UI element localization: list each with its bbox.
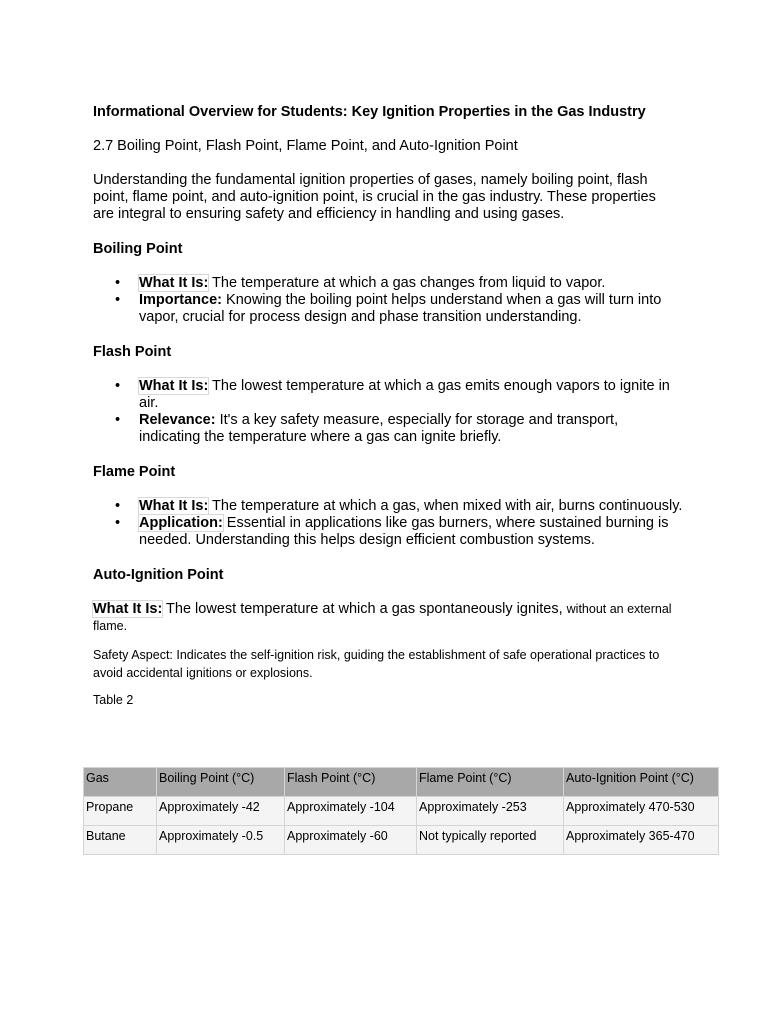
list-item xyxy=(139,275,683,292)
table-cell: Propane xyxy=(84,797,157,826)
list-item xyxy=(139,515,683,549)
table-cell: Approximately -0.5 xyxy=(157,826,285,855)
properties-table xyxy=(83,767,719,855)
bullet-text: It's a key safety measure, especially for storage and transport, indicating the temperature where a gas can ignite briefly. xyxy=(139,412,619,445)
list-item xyxy=(139,412,683,446)
definition-text-small: without an external flame. xyxy=(93,602,672,633)
bullet-label: What It Is: xyxy=(139,275,209,291)
bullet-label: What It Is: xyxy=(139,498,209,514)
table-cell: Approximately 365-470 xyxy=(564,826,719,855)
safety-aspect-paragraph: Safety Aspect: Indicates the self-ignition risk, guiding the establishment of safe operational practices to avoid accidental ignitions or explosions. xyxy=(93,648,660,680)
boiling-point-heading: Boiling Point xyxy=(93,241,183,257)
table-cell: Approximately -253 xyxy=(417,797,564,826)
auto-ignition-heading: Auto-Ignition Point xyxy=(93,567,224,583)
auto-ignition-definition xyxy=(93,601,683,635)
list-item xyxy=(139,498,683,515)
table-row xyxy=(84,797,719,826)
bullet-text: Essential in applications like gas burners, where sustained burning is needed. Understanding this helps design efficient combustion systems. xyxy=(139,515,669,548)
table-cell: Approximately -104 xyxy=(285,797,417,826)
flame-point-list xyxy=(93,498,683,549)
flash-point-heading: Flash Point xyxy=(93,344,172,360)
table-cell: Not typically reported xyxy=(417,826,564,855)
table-cell: Approximately 470-530 xyxy=(564,797,719,826)
bullet-text: The lowest temperature at which a gas emits enough vapors to ignite in air. xyxy=(139,378,670,411)
table-cell: Approximately -60 xyxy=(285,826,417,855)
bullet-label: What It Is: xyxy=(93,601,163,617)
table-cell: Approximately -42 xyxy=(157,797,285,826)
section-heading: 2.7 Boiling Point, Flash Point, Flame Point, and Auto-Ignition Point xyxy=(93,138,518,154)
table-header-row xyxy=(84,768,719,797)
intro-paragraph: Understanding the fundamental ignition properties of gases, namely boiling point, flash point, flame point, and auto-ignition point, is crucial in the gas industry. These properties are integral to ensuring safety and efficiency in handling and using gases. xyxy=(93,172,656,222)
bullet-text: The temperature at which a gas, when mixed with air, burns continuously. xyxy=(208,498,683,514)
table-header-cell: Boiling Point (°C) xyxy=(157,768,285,797)
document-body xyxy=(93,104,683,708)
table-header-cell: Auto-Ignition Point (°C) xyxy=(564,768,719,797)
table-header-cell: Flame Point (°C) xyxy=(417,768,564,797)
flash-point-list xyxy=(93,378,683,446)
table-header-cell: Flash Point (°C) xyxy=(285,768,417,797)
table-cell: Butane xyxy=(84,826,157,855)
bullet-label: Importance: xyxy=(139,292,222,308)
bullet-text: The temperature at which a gas changes from liquid to vapor. xyxy=(208,275,606,291)
bullet-label: Application: xyxy=(139,515,223,531)
table-caption: Table 2 xyxy=(93,693,134,707)
bullet-label: What It Is: xyxy=(139,378,209,394)
table-header-cell: Gas xyxy=(84,768,157,797)
table-row xyxy=(84,826,719,855)
list-item xyxy=(139,378,683,412)
definition-text: The lowest temperature at which a gas spontaneously ignites, xyxy=(162,601,567,617)
bullet-label: Relevance: xyxy=(139,412,216,428)
list-item xyxy=(139,292,683,326)
document-title: Informational Overview for Students: Key Ignition Properties in the Gas Industry xyxy=(93,104,646,120)
boiling-point-list xyxy=(93,275,683,326)
bullet-text: Knowing the boiling point helps understand when a gas will turn into vapor, crucial for process design and phase transition understanding. xyxy=(139,292,662,325)
flame-point-heading: Flame Point xyxy=(93,464,176,480)
